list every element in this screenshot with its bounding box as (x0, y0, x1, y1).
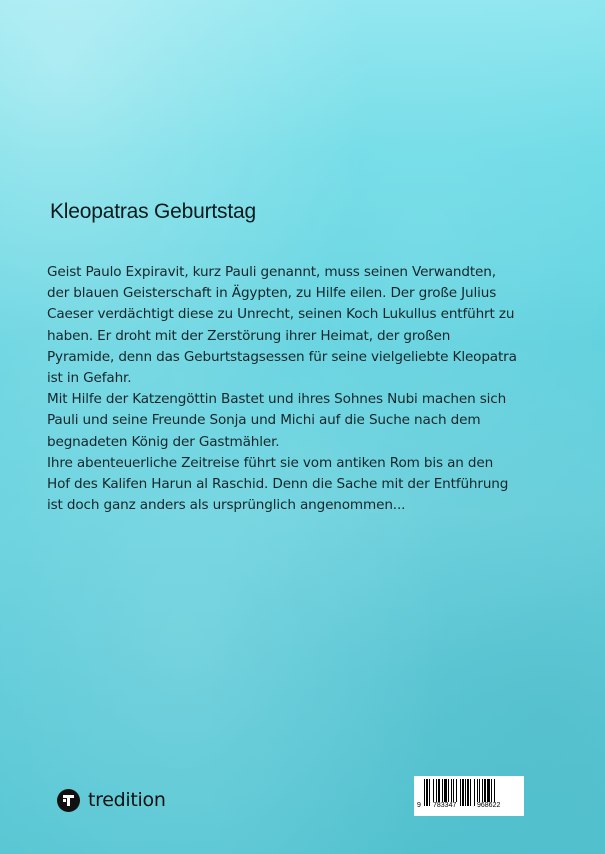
tredition-logo-icon (57, 789, 80, 812)
blurb-paragraph-2: Mit Hilfe der Katzengöttin Bastet und ihres Sohnes Nubi machen sich Pauli und seine Freunde Sonja und Michi auf die Suche nach dem begnadeten König der Gastmähler. (47, 391, 507, 450)
publisher-name: tredition (88, 789, 166, 811)
blurb-paragraph-3: Ihre abenteuerliche Zeitreise führt sie vom antiken Rom bis an den Hof des Kalifen Harun al Raschid. Denn die Sache mit der Entführung ist doch ganz anders als ursprünglich angenommen... (47, 454, 509, 514)
barcode-bars (414, 776, 524, 816)
barcode-group-2: 968622 (477, 802, 501, 809)
isbn-barcode (414, 776, 524, 816)
book-title: Kleopatras Geburtstag (50, 200, 256, 223)
barcode-prefix: 9 (417, 802, 421, 809)
book-blurb (47, 262, 517, 516)
blurb-paragraph-1: Geist Paulo Expiravit, kurz Pauli genannt, muss seinen Verwandten, der blauen Geisterschaft in Ägypten, zu Hilfe eilen. Der große Julius Caeser verdächtigt diese zu Unrecht, seinen Koch Lukullus entführt zu haben. Er droht mit der Zerstörung ihrer Heimat, der großen Pyramide, denn das Geburtstagsessen für seine vielgeliebte Kleopatra ist in Gefahr. (47, 264, 517, 387)
barcode-group-1: 783347 (433, 802, 457, 809)
publisher-logo (57, 787, 166, 813)
